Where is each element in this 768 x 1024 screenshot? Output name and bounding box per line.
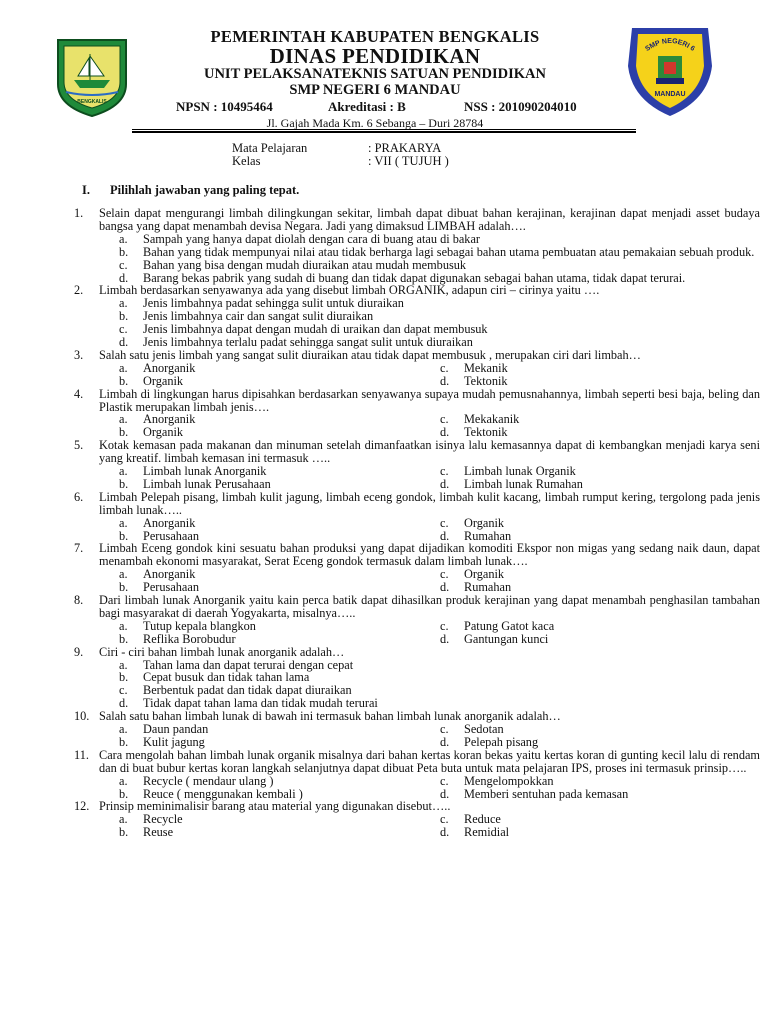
answer-option xyxy=(119,375,399,388)
option-letter: a. xyxy=(119,464,128,479)
answer-option-row xyxy=(99,813,760,826)
option-text: Cepat busuk dan tidak tahan lama xyxy=(143,670,310,685)
answer-option xyxy=(440,788,760,801)
answer-option-row xyxy=(99,633,760,646)
answer-options xyxy=(99,233,760,285)
option-text: Rumahan xyxy=(464,528,512,543)
question-text: Limbah Pelepah pisang, limbah kulit jagung, limbah eceng gondok, limbah kulit kacang, limbah rumput kering, tergolong pada jenis limbah lunak….. xyxy=(99,489,760,517)
question-item xyxy=(74,594,760,646)
option-letter: d. xyxy=(440,528,450,543)
option-text: Jenis limbahnya dapat dengan mudah di uraikan dan dapat membusuk xyxy=(143,322,488,337)
question-item xyxy=(74,646,760,711)
option-text: Anorganik xyxy=(143,412,196,427)
option-text: Jenis limbahnya padat sehingga sulit untuk diuraikan xyxy=(143,296,404,311)
option-text: Daun pandan xyxy=(143,722,209,737)
option-letter: d. xyxy=(440,580,450,595)
option-text: Recycle ( mendaur ulang ) xyxy=(143,773,274,788)
option-text: Memberi sentuhan pada kemasan xyxy=(464,786,629,801)
option-letter: c. xyxy=(119,322,128,337)
unit-title: UNIT PELAKSANATEKNIS SATUAN PENDIDIKAN xyxy=(203,66,547,82)
option-text: Anorganik xyxy=(143,360,196,375)
answer-option-row xyxy=(99,362,760,375)
bengkalis-emblem-logo xyxy=(52,36,132,118)
option-text: Jenis limbahnya cair dan sangat sulit diuraikan xyxy=(143,309,374,324)
logo-right-bottom-text: MANDAU xyxy=(654,91,686,98)
answer-option xyxy=(440,478,760,491)
option-letter: c. xyxy=(440,812,449,827)
question-text: Selain dapat mengurangi limbah dilingkungan sekitar, limbah dapat dibuat bahan kerajinan, kerajinan dapat menjadi asset budaya bangsa yang dapat menambah devisa Negara. Jadi yang dimaksud LIMBAH adalah…. xyxy=(99,206,760,233)
question-number: 10. xyxy=(74,709,90,724)
option-letter: b. xyxy=(119,734,129,749)
option-text: Reuse xyxy=(143,825,174,840)
question-item xyxy=(74,800,760,839)
option-letter: b. xyxy=(119,309,129,324)
option-letter: d. xyxy=(440,825,450,840)
answer-option-row xyxy=(99,826,760,839)
option-text: Tutup kepala blangkon xyxy=(143,618,256,633)
option-text: Reuce ( menggunakan kembali ) xyxy=(143,786,303,801)
question-text: Limbah Eceng gondok kini sesuatu bahan produksi yang dapat dijadikan komoditi Ekspor non migas yang sedang naik daun, dapat menambah ekonomi masyarakat, Serat Eceng gondok termasuk dalam limbah lunak…. xyxy=(99,541,760,569)
accreditation-text: Akreditasi : B xyxy=(328,99,406,114)
option-text: Limbah lunak Rumahan xyxy=(464,476,583,491)
answer-option xyxy=(119,633,399,646)
government-title: PEMERINTAH KABUPATEN BENGKALIS xyxy=(210,27,540,46)
logo-right-top-text: SMP NEGERI 6 xyxy=(644,37,696,53)
option-text: Sedotan xyxy=(464,722,504,737)
question-text: Kotak kemasan pada makanan dan minuman setelah dimanfaatkan isinya lalu kemasannya dapat di kembangkan menjadi karya seni yang kreatif. limbah kemasan ini termasuk ….. xyxy=(99,438,760,466)
question-item xyxy=(74,710,760,749)
answer-option-row xyxy=(99,736,760,749)
department-title: DINAS PENDIDIKAN xyxy=(269,44,481,68)
answer-option-row xyxy=(99,413,760,426)
option-letter: d. xyxy=(440,373,450,388)
option-letter: c. xyxy=(119,683,128,698)
option-text: Sampah yang hanya dapat diolah dengan cara di buang atau di bakar xyxy=(143,231,481,246)
option-letter: b. xyxy=(119,476,129,491)
option-letter: c. xyxy=(440,464,449,479)
answer-option xyxy=(119,736,399,749)
option-letter: a. xyxy=(119,722,128,737)
question-number: 11. xyxy=(74,747,89,762)
letterhead xyxy=(140,28,610,130)
question-item xyxy=(74,439,760,491)
question-text: Salah satu jenis limbah yang sangat sulit diuraikan atau tidak dapat membusuk , merupakan ciri dari limbah… xyxy=(99,347,641,362)
question-item xyxy=(74,749,760,801)
option-letter: d. xyxy=(440,734,450,749)
option-text: Mengelompokkan xyxy=(464,773,554,788)
question-text: Prinsip meminimalisir barang atau material yang digunakan disebut….. xyxy=(99,799,451,814)
question-number: 6. xyxy=(74,489,84,504)
answer-option xyxy=(440,826,760,839)
option-text: Pelepah pisang xyxy=(464,734,539,749)
option-text: Berbentuk padat dan tidak dapat diuraikan xyxy=(143,683,352,698)
option-letter: d. xyxy=(440,631,450,646)
option-text: Tahan lama dan dapat terurai dengan cepat xyxy=(143,657,354,672)
option-letter: a. xyxy=(119,657,128,672)
question-number: 4. xyxy=(74,386,84,401)
option-text: Reduce xyxy=(464,812,501,827)
school-identifiers xyxy=(140,98,610,116)
section-instruction: Pilihlah jawaban yang paling tepat. xyxy=(110,183,300,197)
option-letter: a. xyxy=(119,412,128,427)
option-text: Bahan yang bisa dengan mudah diuraikan atau mudah membusuk xyxy=(143,257,467,272)
option-letter: b. xyxy=(119,373,129,388)
school-address: Jl. Gajah Mada Km. 6 Sebanga – Duri 28784 xyxy=(266,116,484,130)
question-item xyxy=(74,349,760,388)
header-divider-thick xyxy=(132,131,636,133)
question-text: Dari limbah lunak Anorganik yaitu kain perca batik dapat dihasilkan produk kerajinan yang dapat menambah penghasilan tambahan bagi masyarakat di daerah Yogyakarta, misalnya….. xyxy=(99,593,760,620)
section-number: I. xyxy=(82,183,90,197)
subject-value: : PRAKARYA xyxy=(368,141,442,155)
question-number: 5. xyxy=(74,438,84,453)
answer-option xyxy=(440,633,760,646)
option-letter: b. xyxy=(119,825,129,840)
option-letter: b. xyxy=(119,244,129,259)
class-value: : VII ( TUJUH ) xyxy=(368,154,449,168)
answer-option-row xyxy=(99,478,760,491)
answer-option xyxy=(119,478,399,491)
option-text: Perusahaan xyxy=(143,580,199,595)
option-letter: a. xyxy=(119,231,128,246)
class-label: Kelas xyxy=(232,154,261,168)
question-number: 12. xyxy=(74,799,90,814)
subject-label: Mata Pelajaran xyxy=(232,141,308,155)
option-text: Tidak dapat tahan lama dan tidak mudah terurai xyxy=(143,696,378,711)
option-text: Reflika Borobudur xyxy=(143,631,236,646)
option-letter: a. xyxy=(119,296,128,311)
option-text: Limbah lunak Organik xyxy=(464,464,576,479)
option-letter: a. xyxy=(119,515,128,530)
option-text: Gantungan kunci xyxy=(464,631,549,646)
answer-option xyxy=(119,826,399,839)
answer-options xyxy=(99,297,760,349)
option-text: Organik xyxy=(464,515,505,530)
option-text: Organik xyxy=(143,373,184,388)
option-letter: b. xyxy=(119,786,129,801)
option-letter: b. xyxy=(119,631,129,646)
header-divider-thin xyxy=(132,129,636,130)
option-text: Jenis limbahnya terlalu padat sehingga sangat sulit untuk diuraikan xyxy=(143,335,473,350)
option-letter: d. xyxy=(440,425,450,440)
option-text: Tektonik xyxy=(464,425,508,440)
option-letter: c. xyxy=(440,567,449,582)
question-text: Limbah di lingkungan harus dipisahkan berdasarkan senyawanya supaya mudah pemusnahannya, limbah seperti besi baja, beling dan Plastik merupakan limbah jenis…. xyxy=(99,386,760,414)
answer-option-row xyxy=(99,375,760,388)
option-letter: a. xyxy=(119,773,128,788)
option-letter: a. xyxy=(119,618,128,633)
option-letter: a. xyxy=(119,567,128,582)
option-text: Mekakanik xyxy=(464,412,520,427)
option-letter: a. xyxy=(119,360,128,375)
option-letter: d. xyxy=(440,786,450,801)
option-text: Perusahaan xyxy=(143,528,199,543)
question-number: 7. xyxy=(74,541,84,556)
question-text: Ciri - ciri bahan limbah lunak anorganik adalah… xyxy=(99,644,345,659)
logo-left-caption: BENGKALIS xyxy=(77,99,107,105)
option-letter: b. xyxy=(119,425,129,440)
nss-text: NSS : 201090204010 xyxy=(464,99,577,114)
option-text: Tektonik xyxy=(464,373,508,388)
question-text: Limbah berdasarkan senyawanya ada yang disebut limbah ORGANIK, adapun ciri – cirinya yaitu …. xyxy=(99,283,600,298)
option-text: Organik xyxy=(464,567,505,582)
option-text: Remidial xyxy=(464,825,510,840)
question-number: 8. xyxy=(74,593,84,608)
option-letter: c. xyxy=(440,360,449,375)
question-number: 2. xyxy=(74,283,84,298)
option-letter: b. xyxy=(119,580,129,595)
option-text: Bahan yang tidak mempunyai nilai atau tidak berharga lagi sebagai bahan utama pembuatan atau pemakaian sebuah produk. xyxy=(143,244,755,259)
option-text: Mekanik xyxy=(464,360,508,375)
answer-option xyxy=(440,736,760,749)
question-text: Cara mengolah bahan limbah lunak organik misalnya dari bahan kertas koran bekas yaitu kertas koran di gunting kecil lalu di rendam dan di buat bubur kertas koran langkah selanjutnya dapat dibuat Peta buta untuk mata pelajaran IPS, proses ini termasuk prinsip….. xyxy=(99,747,760,775)
school-name: SMP NEGERI 6 MANDAU xyxy=(289,82,461,98)
option-letter: c. xyxy=(440,773,449,788)
answer-options xyxy=(99,659,760,711)
school-logo xyxy=(616,26,724,118)
option-letter: c. xyxy=(119,257,128,272)
answer-option xyxy=(440,375,760,388)
option-text: Rumahan xyxy=(464,580,512,595)
question-number: 9. xyxy=(74,644,84,659)
option-letter: b. xyxy=(119,670,129,685)
option-letter: c. xyxy=(440,722,449,737)
question-number: 3. xyxy=(74,347,84,362)
question-item xyxy=(74,207,760,284)
option-letter: c. xyxy=(440,618,449,633)
option-text: Anorganik xyxy=(143,567,196,582)
option-text: Anorganik xyxy=(143,515,196,530)
question-item xyxy=(74,388,760,440)
question-text: Salah satu bahan limbah lunak di bawah ini termasuk bahan limbah lunak anorganik adalah… xyxy=(99,709,561,724)
option-letter: c. xyxy=(440,515,449,530)
option-letter: b. xyxy=(119,528,129,543)
exam-meta xyxy=(232,142,532,168)
option-text: Limbah lunak Anorganik xyxy=(143,464,267,479)
question-item xyxy=(74,491,760,543)
option-letter: d. xyxy=(119,270,129,285)
question-number: 1. xyxy=(74,206,84,220)
option-text: Barang bekas pabrik yang sudah di buang dan tidak dapat digunakan sebagai bahan utama, tidak dapat terurai. xyxy=(143,270,686,285)
question-item xyxy=(74,284,760,349)
option-letter: a. xyxy=(119,812,128,827)
option-text: Patung Gatot kaca xyxy=(464,618,555,633)
option-text: Limbah lunak Perusahaan xyxy=(143,476,271,491)
option-letter: c. xyxy=(440,412,449,427)
question-list xyxy=(74,207,760,839)
option-text: Kulit jagung xyxy=(143,734,205,749)
option-text: Organik xyxy=(143,425,184,440)
question-item xyxy=(74,542,760,594)
option-letter: d. xyxy=(119,335,129,350)
option-letter: d. xyxy=(440,476,450,491)
option-text: Recycle xyxy=(143,812,183,827)
npsn-text: NPSN : 10495464 xyxy=(176,99,273,114)
option-letter: d. xyxy=(119,696,129,711)
